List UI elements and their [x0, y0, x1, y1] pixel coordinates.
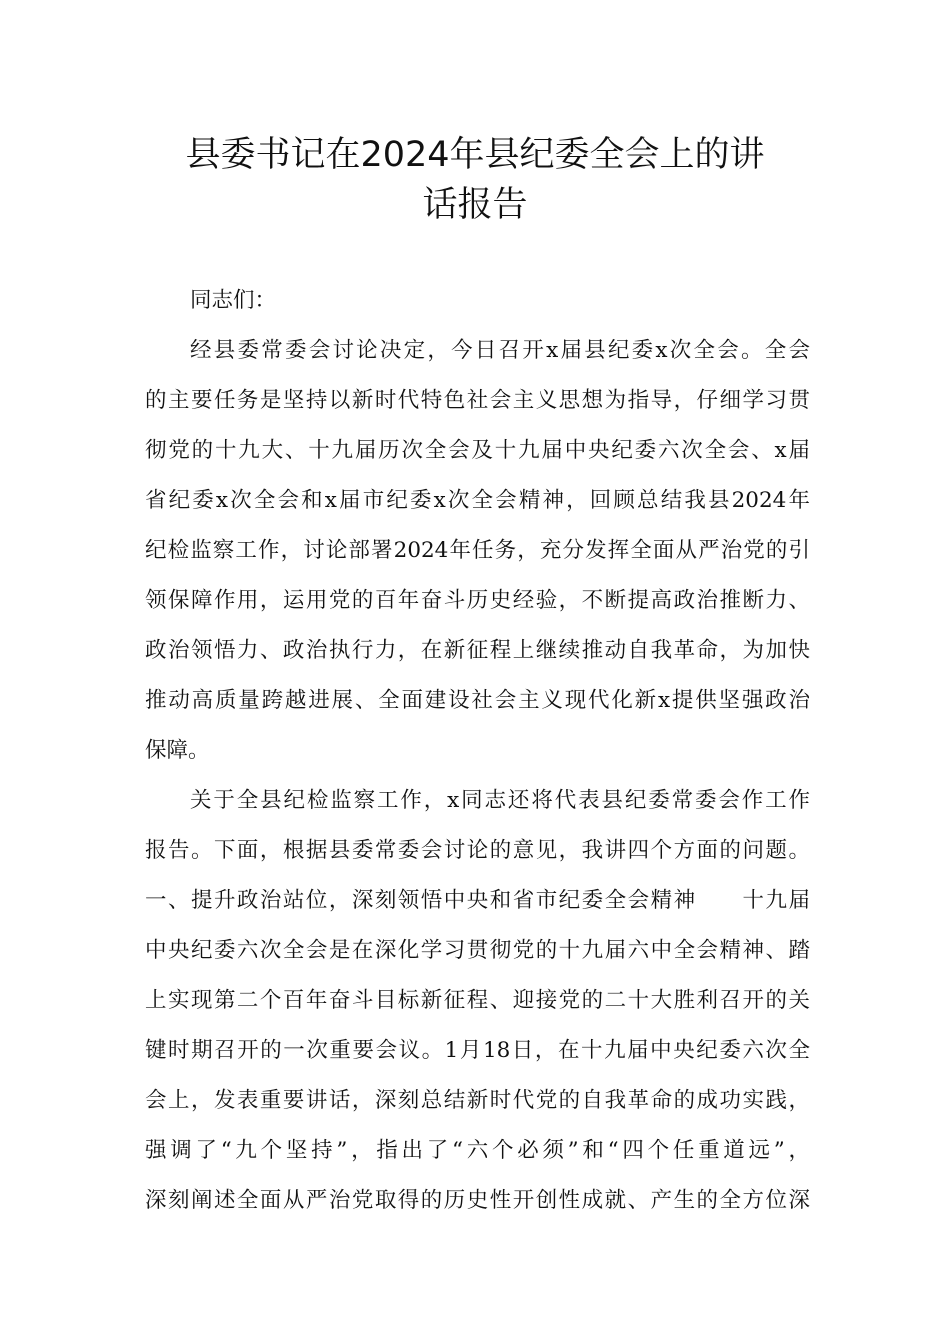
section-heading-line: 一、提升政治站位，深刻领悟中央和省市纪委全会精神 十九届 — [145, 888, 810, 913]
body-line: 报告。下面，根据县委常委会讨论的意见，我讲四个方面的问题。 — [145, 838, 810, 863]
document-title-line-1: 县委书记在2024年县纪委全会上的讲 — [185, 135, 765, 175]
salutation: 同志们： — [190, 288, 277, 313]
body-line: 强调了“九个坚持”，指出了“六个必须”和“四个任重道远”， — [145, 1138, 810, 1163]
document-title-line-2: 话报告 — [422, 185, 528, 225]
body-line: 上实现第二个百年奋斗目标新征程、迎接党的二十大胜利召开的关 — [145, 988, 810, 1013]
body-line: 推动高质量跨越进展、全面建设社会主义现代化新x提供坚强政治 — [145, 688, 810, 713]
body-line: 键时期召开的一次重要会议。1月18日，在十九届中央纪委六次全 — [145, 1038, 810, 1063]
body-line: 经县委常委会讨论决定，今日召开x届县纪委x次全会。全会 — [190, 338, 810, 363]
body-line: 政治领悟力、政治执行力，在新征程上继续推动自我革命，为加快 — [145, 638, 810, 663]
body-line: 中央纪委六次全会是在深化学习贯彻党的十九届六中全会精神、踏 — [145, 938, 810, 963]
body-line: 关于全县纪检监察工作，x同志还将代表县纪委常委会作工作 — [190, 788, 810, 813]
body-line: 会上，发表重要讲话，深刻总结新时代党的自我革命的成功实践， — [145, 1088, 810, 1113]
body-line: 省纪委x次全会和x届市纪委x次全会精神，回顾总结我县2024年 — [145, 488, 810, 513]
body-line: 深刻阐述全面从严治党取得的历史性开创性成就、产生的全方位深 — [145, 1188, 810, 1213]
body-line: 保障。 — [145, 738, 210, 763]
body-line: 的主要任务是坚持以新时代特色社会主义思想为指导，仔细学习贯 — [145, 388, 810, 413]
body-line: 领保障作用，运用党的百年奋斗历史经验，不断提高政治推断力、 — [145, 588, 810, 613]
body-line: 纪检监察工作，讨论部署2024年任务，充分发挥全面从严治党的引 — [145, 538, 810, 563]
body-line: 彻党的十九大、十九届历次全会及十九届中央纪委六次全会、x届 — [145, 438, 810, 463]
